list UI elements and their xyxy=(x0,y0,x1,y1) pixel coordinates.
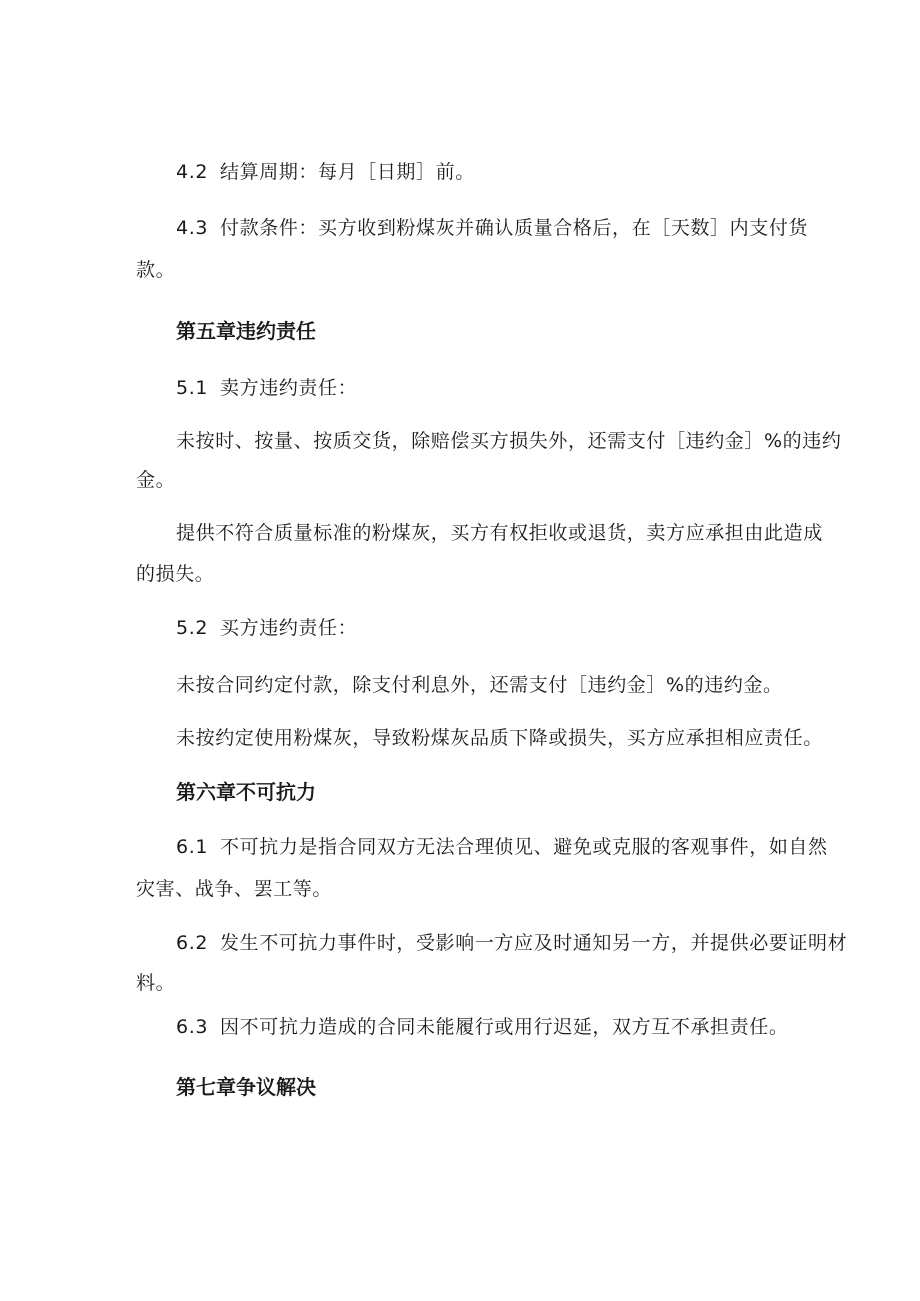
paragraph-5-2-a: 未按合同约定付款，除支付利息外，还需支付［违约金］%的违约金。 xyxy=(176,674,783,696)
clause-number: 6.3 xyxy=(176,1016,209,1038)
clause-text: 结算周期：每月［日期］前。 xyxy=(220,161,475,183)
paragraph-5-1-a: 未按时、按量、按质交货，除赔偿买方损失外，还需支付［违约金］%的违约 xyxy=(176,430,842,452)
clause-number: 6.1 xyxy=(176,836,209,858)
chapter-6-heading: 第六章不可抗力 xyxy=(176,780,316,804)
clause-4-2 xyxy=(176,161,475,183)
clause-4-3-continuation: 款。 xyxy=(136,259,176,281)
clause-number: 4.2 xyxy=(176,161,209,183)
clause-6-2-continuation: 料。 xyxy=(136,972,176,994)
clause-5-1 xyxy=(176,377,357,399)
paragraph-5-1-b: 提供不符合质量标准的粉煤灰，买方有权拒收或退货，卖方应承担由此造成 xyxy=(176,522,823,544)
clause-number: 5.2 xyxy=(176,617,209,639)
paragraph-5-1-a-continuation: 金。 xyxy=(136,469,176,491)
clause-number: 6.2 xyxy=(176,932,209,954)
chapter-7-heading: 第七章争议解决 xyxy=(176,1075,316,1099)
clause-text: 付款条件：买方收到粉煤灰并确认质量合格后，在［天数］内支付货 xyxy=(220,217,809,239)
clause-text: 不可抗力是指合同双方无法合理侦见、避免或克服的客观事件，如自然 xyxy=(220,836,828,858)
clause-text: 买方违约责任： xyxy=(220,617,358,639)
clause-5-2 xyxy=(176,617,357,639)
clause-6-1-continuation: 灾害、战争、罢工等。 xyxy=(136,878,333,900)
clause-number: 5.1 xyxy=(176,377,209,399)
clause-number: 4.3 xyxy=(176,217,209,239)
clause-6-2 xyxy=(176,932,847,954)
paragraph-5-1-b-continuation: 的损失。 xyxy=(136,563,215,585)
clause-text: 卖方违约责任： xyxy=(220,377,358,399)
clause-text: 发生不可抗力事件时，受影响一方应及时通知另一方，并提供必要证明材 xyxy=(220,932,848,954)
clause-text: 因不可抗力造成的合同未能履行或用行迟延，双方互不承担责任。 xyxy=(220,1016,789,1038)
chapter-5-heading: 第五章违约责任 xyxy=(176,319,316,343)
clause-4-3 xyxy=(176,217,808,239)
clause-6-3 xyxy=(176,1016,788,1038)
paragraph-5-2-b: 未按约定使用粉煤灰，导致粉煤灰品质下降或损失，买方应承担相应责任。 xyxy=(176,727,823,749)
clause-6-1 xyxy=(176,836,828,858)
